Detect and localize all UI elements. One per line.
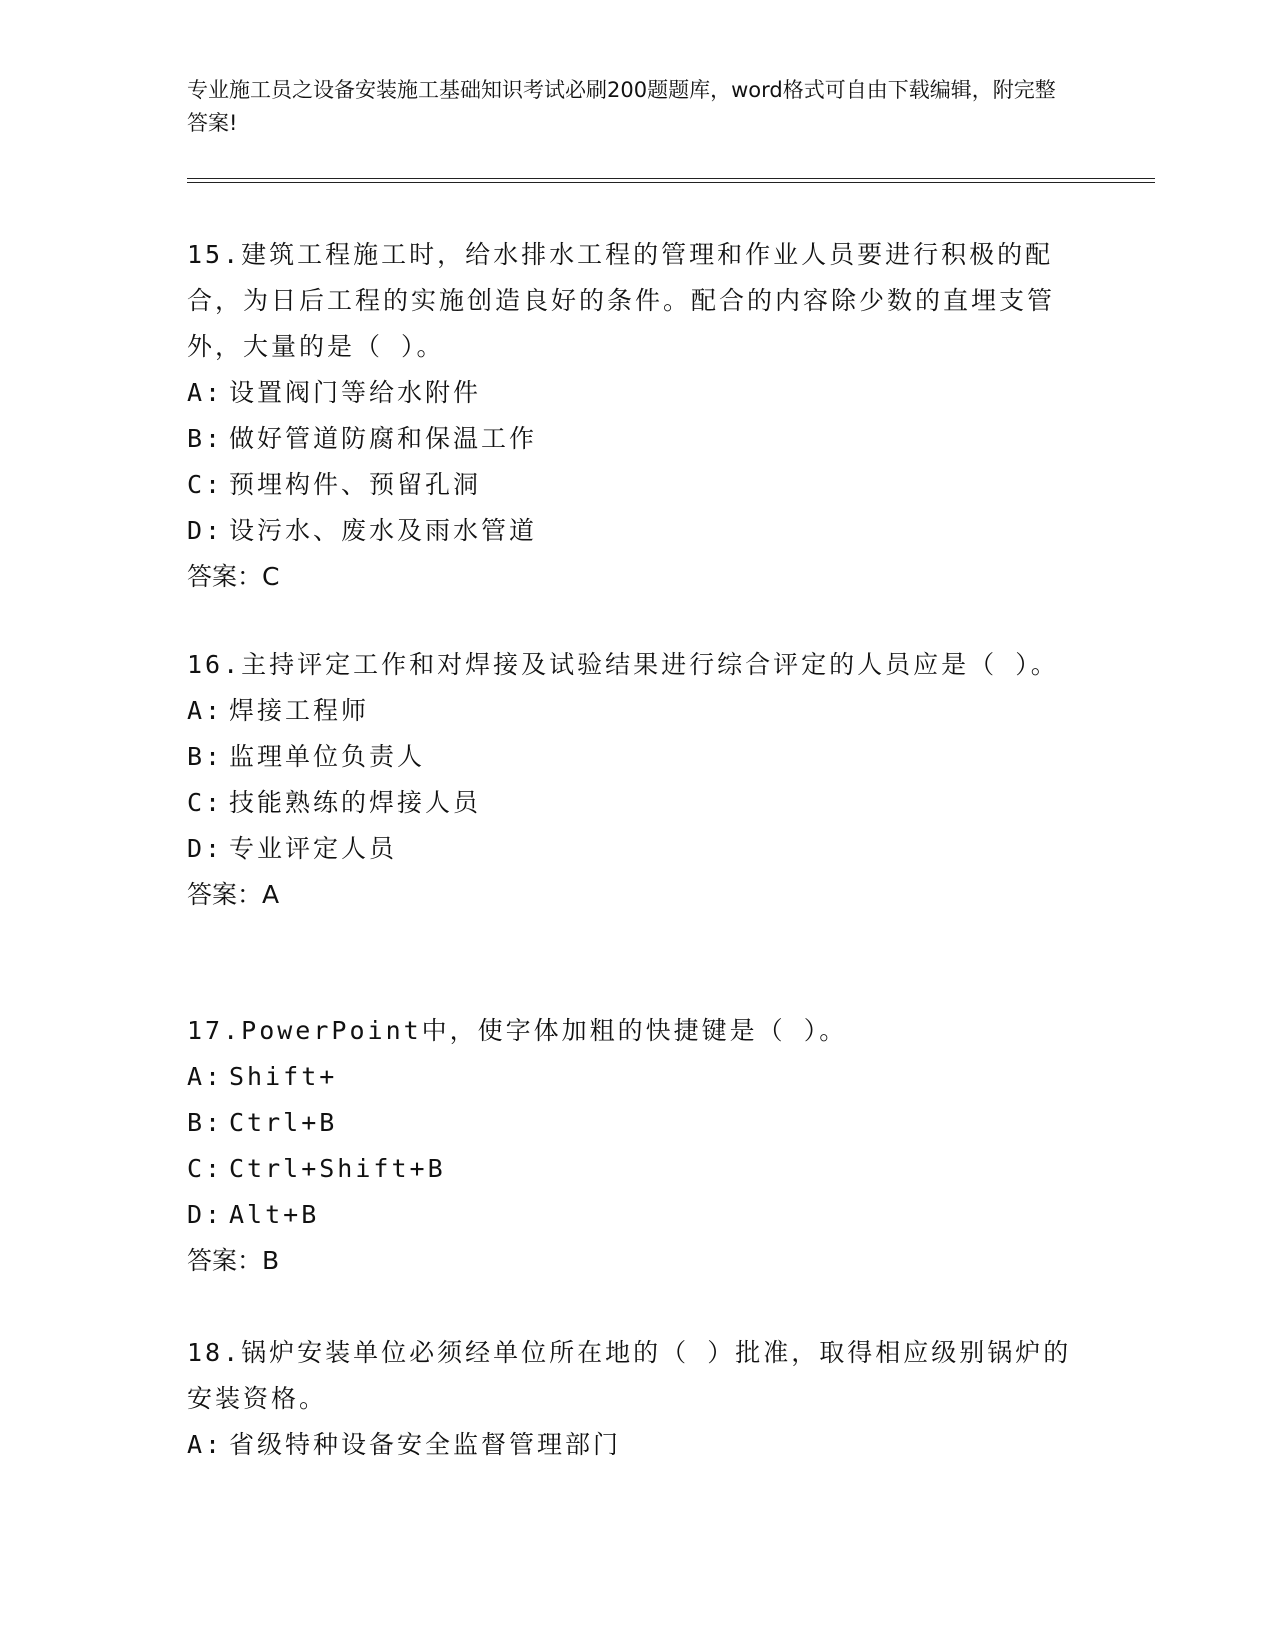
question-16 (187, 642, 1087, 918)
option-key: D: (187, 1200, 224, 1229)
question-stem: 18.锅炉安装单位必须经单位所在地的（ ）批准，取得相应级别锅炉的安装资格。 (187, 1338, 1072, 1413)
question-stem: 17.PowerPoint中，使字体加粗的快捷键是（ ）。 (187, 1016, 848, 1045)
option-text: 做好管道防腐和保温工作 (229, 424, 538, 453)
option-text: Ctrl+Shift+B (229, 1154, 446, 1183)
option-key: A: (187, 696, 224, 725)
option-text: 监理单位负责人 (229, 742, 426, 771)
document-header: 专业施工员之设备安装施工基础知识考试必刷200题题库，word格式可自由下载编辑，附完整答案! (187, 78, 1056, 135)
option-text: 设污水、废水及雨水管道 (229, 516, 538, 545)
question-stem: 16.主持评定工作和对焊接及试验结果进行综合评定的人员应是（ ）。 (187, 650, 1059, 679)
option-a (187, 370, 1087, 416)
option-text: 预埋构件、预留孔洞 (229, 470, 482, 499)
option-key: C: (187, 470, 224, 499)
answer-line: 答案：C (187, 562, 280, 591)
option-key: B: (187, 742, 224, 771)
option-key: A: (187, 1062, 224, 1091)
header-divider-bottom (187, 182, 1155, 183)
question-15 (187, 232, 1087, 600)
option-key: D: (187, 516, 224, 545)
option-key: A: (187, 378, 224, 407)
option-d (187, 826, 1087, 872)
option-key: D: (187, 834, 224, 863)
option-text: 技能熟练的焊接人员 (229, 788, 482, 817)
question-17 (187, 1008, 1087, 1284)
option-key: A: (187, 1430, 224, 1459)
answer-line: 答案：B (187, 1246, 280, 1275)
option-key: B: (187, 1108, 224, 1137)
option-text: Shift+ (229, 1062, 338, 1091)
option-b (187, 416, 1087, 462)
option-a (187, 1054, 1087, 1100)
option-b (187, 1100, 1087, 1146)
option-c (187, 780, 1087, 826)
option-a (187, 1422, 1087, 1468)
answer-line: 答案：A (187, 880, 280, 909)
option-c (187, 1146, 1087, 1192)
option-d (187, 508, 1087, 554)
option-key: B: (187, 424, 224, 453)
header-divider-top (187, 178, 1155, 179)
option-key: C: (187, 1154, 224, 1183)
option-text: 专业评定人员 (229, 834, 398, 863)
option-text: 设置阀门等给水附件 (229, 378, 482, 407)
option-b (187, 734, 1087, 780)
option-key: C: (187, 788, 224, 817)
question-18 (187, 1330, 1087, 1468)
option-text: Alt+B (229, 1200, 320, 1229)
option-text: Ctrl+B (229, 1108, 338, 1137)
option-d (187, 1192, 1087, 1238)
option-text: 省级特种设备安全监督管理部门 (229, 1430, 622, 1459)
option-a (187, 688, 1087, 734)
option-text: 焊接工程师 (229, 696, 370, 725)
question-stem: 15.建筑工程施工时，给水排水工程的管理和作业人员要进行积极的配合，为日后工程的实施创造良好的条件。配合的内容除少数的直埋支管外，大量的是（ ）。 (187, 240, 1056, 361)
option-c (187, 462, 1087, 508)
